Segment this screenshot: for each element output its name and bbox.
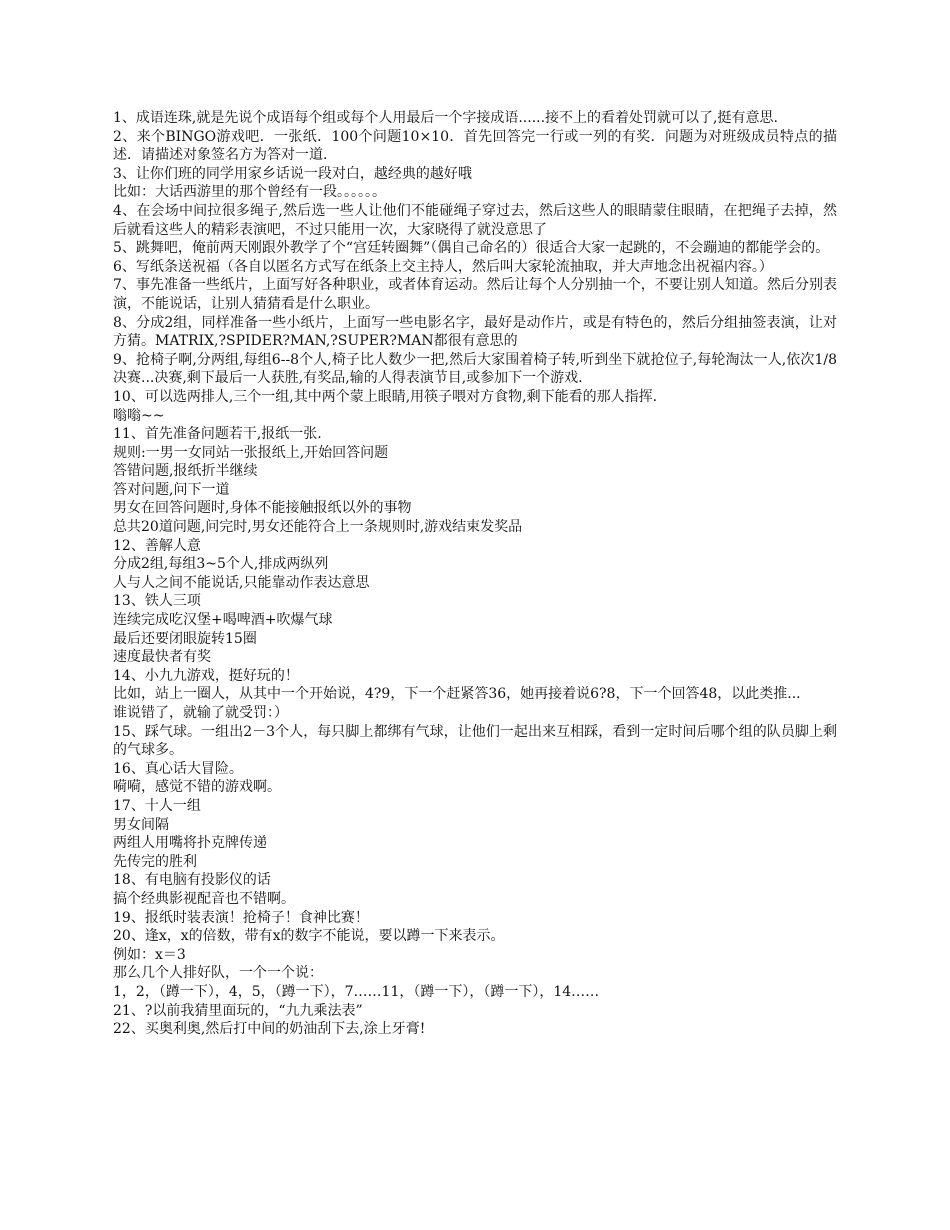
- item-21-line-1: 21、?以前我猜里面玩的，“九九乘法表”: [113, 1002, 363, 1019]
- item-13-line-3: 最后还要闭眼旋转15圈: [113, 630, 257, 647]
- item-17-line-3: 两组人用嘴将扑克牌传递: [113, 835, 267, 852]
- item-19-line-1: 19、报纸时装表演！抢椅子！食神比赛！: [113, 909, 369, 926]
- item-11-line-1: 11、首先准备问题若干,报纸一张.: [113, 426, 322, 443]
- item-7-line-1: 7、事先准备一些纸片，上面写好各种职业，或者体育运动。然后让每个人分别抽一个，不要让别人知道。然后分别表演，不能说话，让别人猜猜看是什么职业。: [113, 277, 837, 312]
- item-11-line-5: 男女在回答问题时,身体不能接触报纸以外的事物: [113, 500, 412, 517]
- item-1-line-1: 1、成语连珠,就是先说个成语每个组或每个人用最后一个字接成语......接不上的看着处罚就可以了,挺有意思.: [113, 110, 778, 126]
- item-20-line-3: 那么几个人排好队，一个一个说：: [113, 965, 323, 982]
- item-10-line-2: 嗡嗡~~: [113, 407, 165, 424]
- item-18-line-2: 搞个经典影视配音也不错啊。: [113, 890, 295, 907]
- item-17-line-2: 男女间隔: [113, 816, 169, 833]
- item-5-line-1: 5、跳舞吧，俺前两天刚跟外教学了个“宫廷转圈舞”（偶自己命名的）很适合大家一起跳的，不会蹦迪的都能学会的。: [113, 240, 830, 257]
- item-10-line-1: 10、可以选两排人,三个一组,其中两个蒙上眼睛,用筷子喂对方食物,剩下能看的那人指挥.: [113, 388, 658, 405]
- item-12-line-2: 分成2组,每组3~5个人,排成两纵列: [113, 556, 329, 573]
- item-20-line-2: 例如：x＝3: [113, 946, 186, 963]
- item-13-line-2: 连续完成吃汉堡+喝啤酒+吹爆气球: [113, 612, 333, 629]
- item-16-line-1: 16、真心话大冒险。: [113, 760, 243, 777]
- item-20-line-4: 1，2，（蹲一下），4，5，（蹲一下），7……11，（蹲一下），（蹲一下），14……: [113, 983, 600, 1000]
- item-12-line-1: 12、善解人意: [113, 537, 201, 554]
- item-12-line-3: 人与人之间不能说话,只能靠动作表达意思: [113, 574, 370, 591]
- item-15-line-1: 15、踩气球。一组出2－3个人，每只脚上都绑有气球，让他们一起出来互相踩，看到一定时间后哪个组的队员脚上剩的气球多。: [113, 723, 837, 759]
- item-16-line-2: 嗬嗬，感觉不错的游戏啊。: [113, 779, 281, 796]
- item-17-line-4: 先传完的胜利: [113, 853, 197, 870]
- item-8-line-1: 8、分成2组，同样准备一些小纸片，上面写一些电影名字，最好是动作片，或是有特色的，然后分组抽签表演，让对方猜。MATRIX,?SPIDER?MAN,?SUPER?MAN都很有意思的: [113, 314, 837, 350]
- item-13-line-1: 13、铁人三项: [113, 593, 201, 610]
- item-9-line-1: 9、抢椅子啊,分两组,每组6--8个人,椅子比人数少一把,然后大家围着椅子转,听到坐下就抢位子,每轮淘汰一人,依次1/8决赛...决赛,剩下最后一人获胜,有奖品,输的人得表演节目,或参加下一个游戏.: [113, 351, 837, 387]
- item-11-line-6: 总共20道问题,问完时,男女还能符合上一条规则时,游戏结束发奖品: [113, 519, 523, 536]
- item-4-line-1: 4、在会场中间拉很多绳子,然后选一些人让他们不能碰绳子穿过去，然后这些人的眼睛蒙住眼睛，在把绳子去掉，然后就看这些人的精彩表演吧，不过只能用一次，大家晓得了就没意思了: [113, 202, 837, 238]
- item-17-line-1: 17、十人一组: [113, 797, 201, 814]
- item-2-line-1: 2、来个BINGO游戏吧．一张纸．100个问题10×10．首先回答完一行或一列的有奖．问题为对班级成员特点的描述．请描述对象签名方为答对一道.: [113, 128, 837, 164]
- item-14-line-2: 比如，站上一圈人，从其中一个开始说，4?9，下一个赶紧答36，她再接着说6?8，下一个回答48，以此类推...: [113, 686, 801, 703]
- item-13-line-4: 速度最快者有奖: [113, 649, 211, 666]
- item-6-line-1: 6、写纸条送祝福（各自以匿名方式写在纸条上交主持人，然后叫大家轮流抽取，并大声地念出祝福内容。）: [113, 258, 773, 275]
- item-14-line-1: 14、小九九游戏，挺好玩的！: [113, 667, 299, 684]
- item-20-line-1: 20、逢x，x的倍数，带有x的数字不能说，要以蹲一下来表示。: [113, 928, 505, 945]
- item-11-line-4: 答对问题,问下一道: [113, 481, 230, 498]
- item-3-line-2: 比如：大话西游里的那个曾经有一段。。。。。。: [113, 184, 386, 201]
- item-11-line-2: 规则:一男一女同站一张报纸上,开始回答问题: [113, 444, 389, 461]
- item-14-line-3: 谁说错了，就输了就受罚：）: [113, 705, 288, 721]
- item-22-line-1: 22、买奥利奥,然后打中间的奶油刮下去,涂上牙膏!: [113, 1021, 426, 1038]
- item-11-line-3: 答错问题,报纸折半继续: [113, 463, 258, 480]
- item-18-line-1: 18、有电脑有投影仪的话: [113, 872, 271, 889]
- document-page: [113, 109, 837, 1039]
- item-3-line-1: 3、让你们班的同学用家乡话说一段对白，越经典的越好哦: [113, 165, 472, 182]
